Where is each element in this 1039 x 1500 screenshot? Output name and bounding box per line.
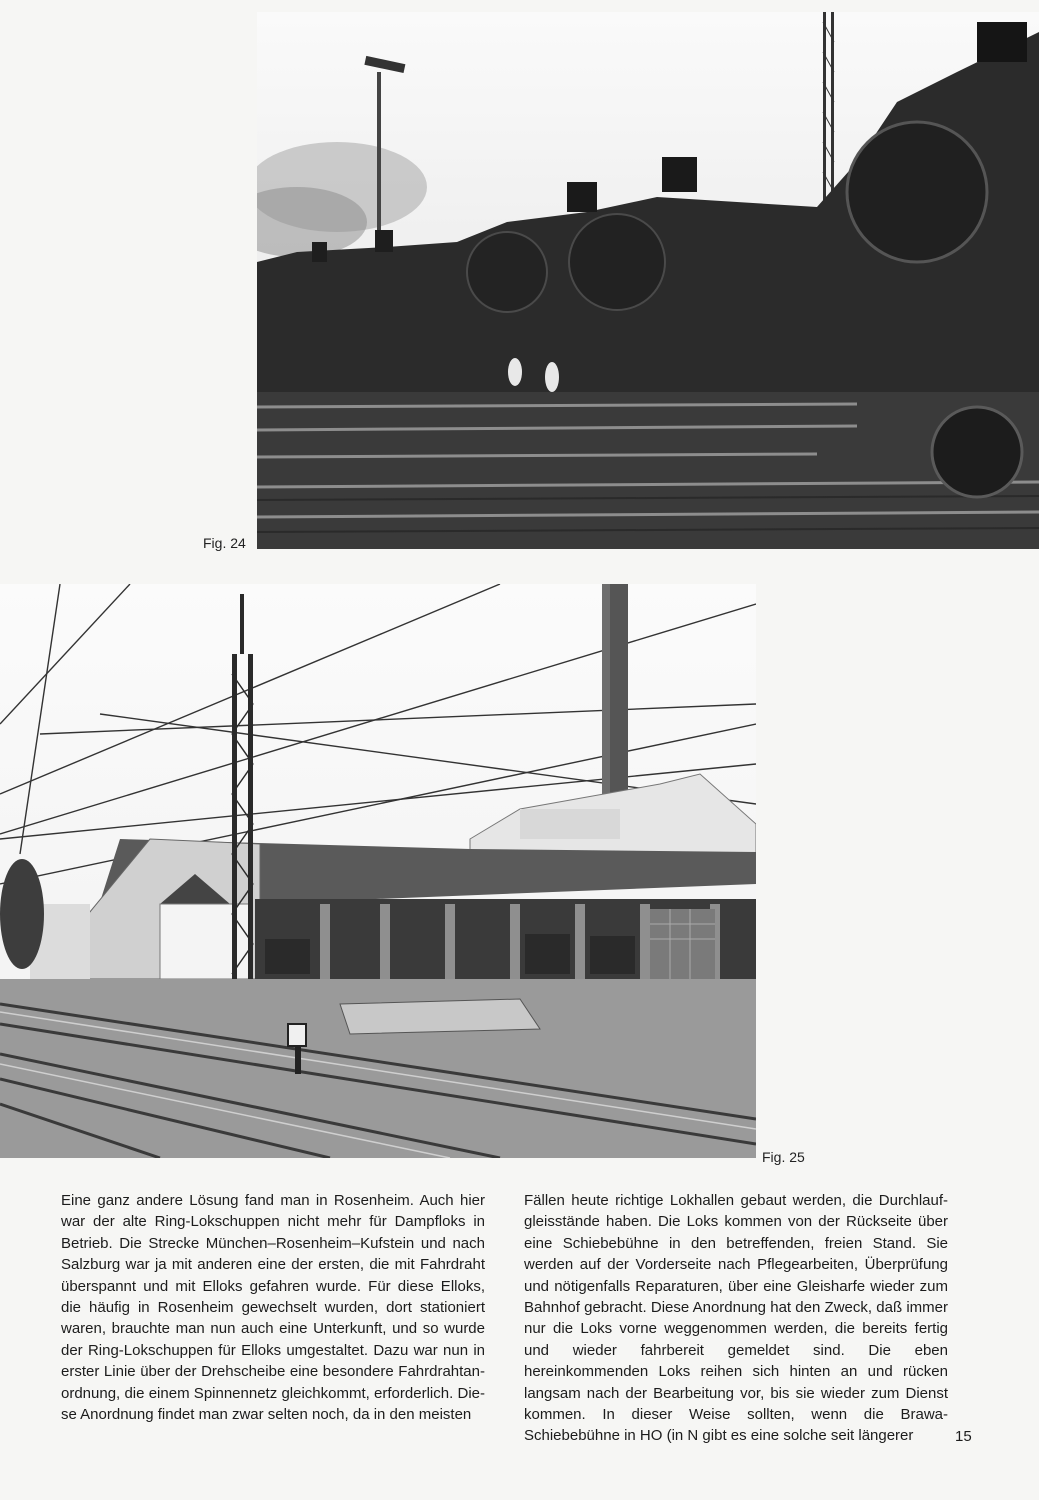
figure-25-photo [0, 584, 756, 1158]
figure-24-photo [257, 12, 1039, 549]
text-column-left [61, 1190, 485, 1425]
paragraph-right: Fällen heute richtige Lokhallen gebaut werden, die Durchlaufgleisstände haben. Die Loks kommen von der Rückseite über eine Schiebebühne in den betreffenden, freien Stand. Sie werden auf der Vorderseite nach Pflegearbeiten, Überprüfung und nötigenfalls Reparaturen, über eine Gleisharfe wieder zum Bahnhof gebracht. Diese Anordnung hat den Zweck, daß immer nur die Loks vorne weggenommen werden, die bereits fertig und wieder fahrbereit gemeldet sind. Die eben hereinkommenden Loks reihen sich hinten an und rücken langsam nach der Bearbeitung vor, bis sie wieder zum Dienst kommen. In dieser Weise sollten, wenn die Brawa-Schiebebühne in HO (in N gibt es eine solche seit längerer [524, 1192, 948, 1445]
page-number: 15 [955, 1428, 972, 1445]
paragraph-left: Eine ganz andere Lösung fand man in Rosenheim. Auch hier war der alte Ring-Lokschuppen nicht mehr für Dampfloks in Betrieb. Die Strecke München–Rosenheim–Kufstein und nach Salzburg war ja mit anderen eine der ersten, die mit Fahrdraht überspannt und mit Elloks gefahren wurde. Für diese Elloks, die häufig in Rosenheim gewechselt wurden, dort stationiert waren, brauchte man nun auch eine Unterkunft, und so wurde der Ring-Lokschuppen für Elloks umgestaltet. Dazu war nun in erster Linie über der Drehscheibe eine besondere Fahrdrahtanordnung, die einem Spinnennetz gleichkommt, erforderlich. Diese Anordnung findet man zwar selten noch, da in den meisten [61, 1192, 485, 1424]
roundhouse-image [0, 584, 756, 1158]
steam-locomotives-image [257, 12, 1039, 549]
figure-25-caption: Fig. 25 [762, 1149, 805, 1165]
figure-24-caption: Fig. 24 [203, 535, 246, 551]
text-column-right [524, 1190, 948, 1447]
